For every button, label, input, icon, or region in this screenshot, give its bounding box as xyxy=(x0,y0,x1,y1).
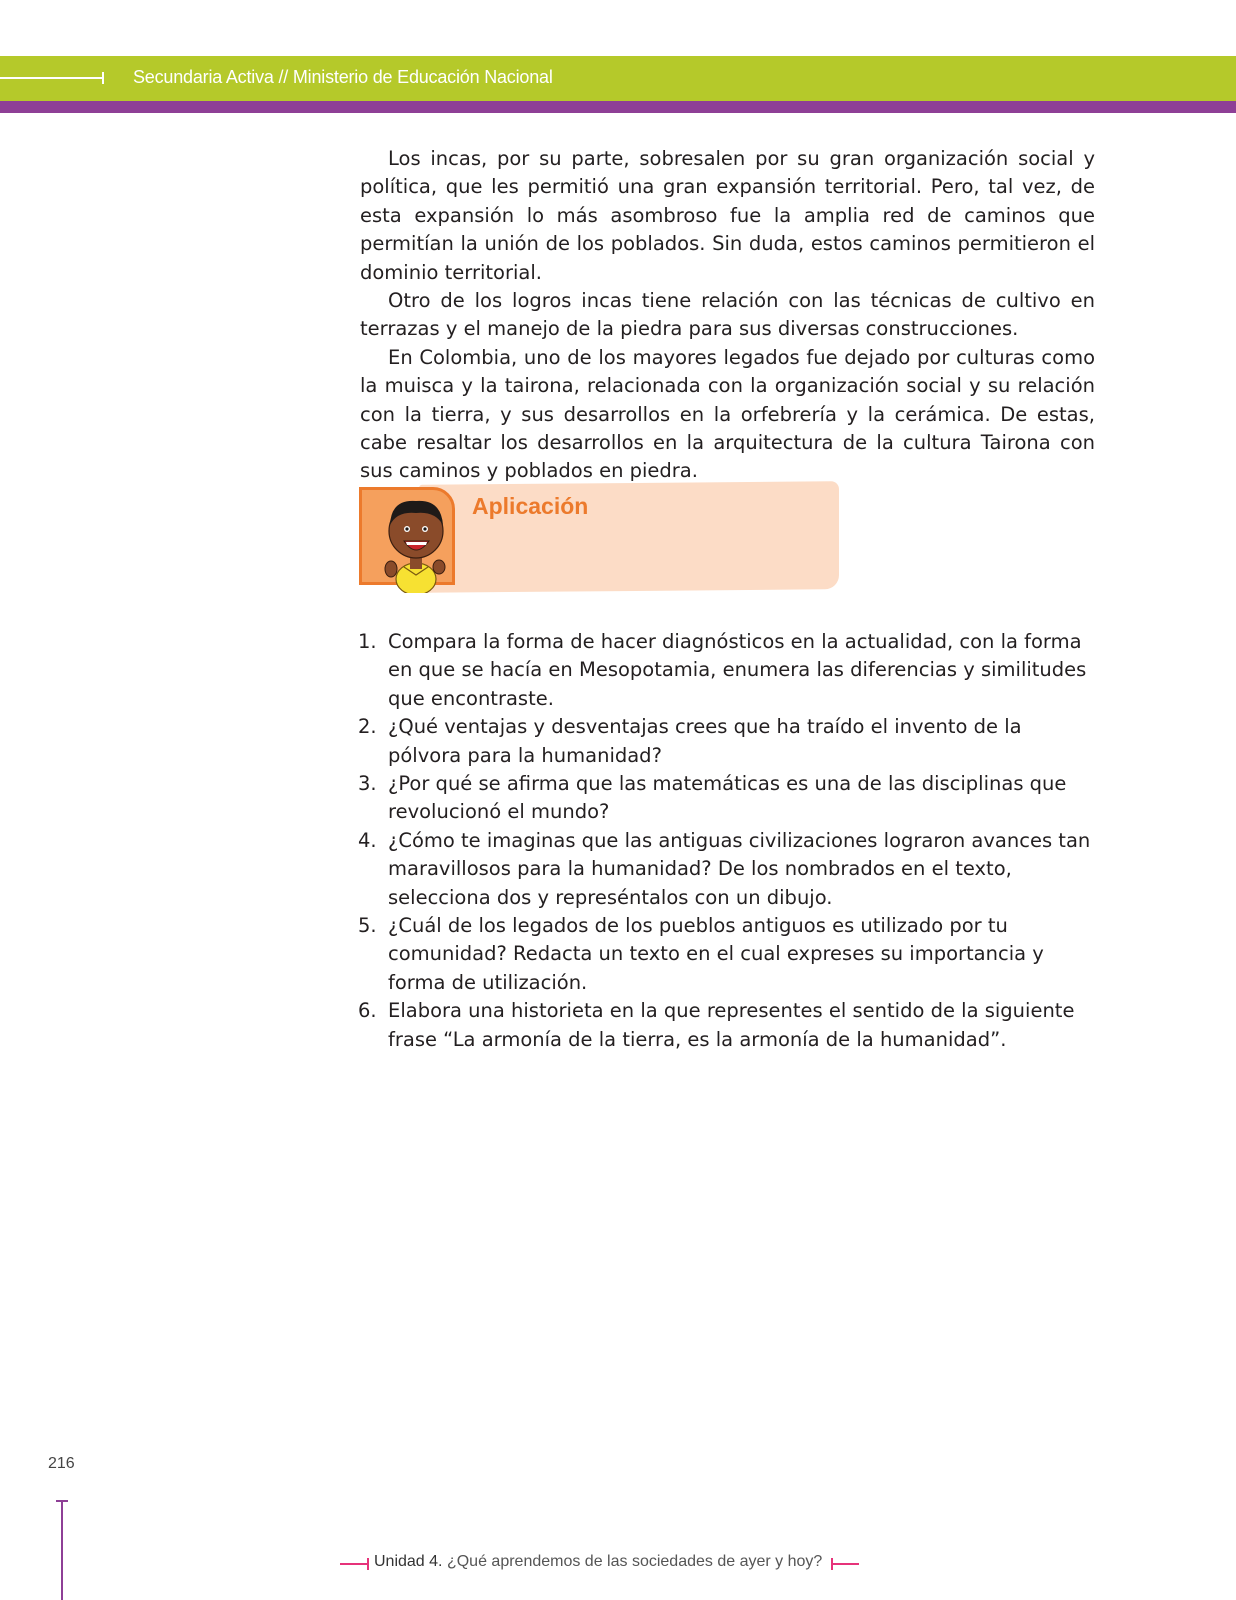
student-illustration-icon xyxy=(373,481,459,593)
footer-unit: Unidad 4. xyxy=(374,1553,443,1570)
header-rule-cap xyxy=(102,72,104,84)
item-number: 6. xyxy=(358,999,377,1023)
item-number: 4. xyxy=(358,828,377,852)
list-item xyxy=(358,827,1098,912)
header-stripe xyxy=(0,101,1236,113)
footer-text xyxy=(374,1553,822,1571)
margin-rule xyxy=(61,1502,63,1600)
application-title: Aplicación xyxy=(472,493,589,519)
footer-rule-left xyxy=(340,1563,368,1565)
item-number: 3. xyxy=(358,772,377,796)
header-title: Secundaria Activa // Ministerio de Educación Nacional xyxy=(133,67,553,87)
item-text: ¿Cómo te imaginas que las antiguas civilizaciones lograron avances tan maravillosos para la humanidad? De los nombrados en el texto, selecciona dos y represéntalos con un dibujo. xyxy=(388,828,1091,909)
footer-rule-left-cap xyxy=(367,1558,369,1570)
footer xyxy=(340,1553,860,1575)
paragraph: Los incas, por su parte, sobresalen por su gran organización social y política, que les permitió una gran expansión territorial. Pero, tal vez, de esta expansión lo más asombroso fue la amplia red de caminos que permitían la unión de los poblados. Sin duda, estos caminos permitieron el dominio territorial. xyxy=(360,147,1095,284)
paragraph: Otro de los logros incas tiene relación con las técnicas de cultivo en terrazas y el manejo de la piedra para sus diversas construcciones. xyxy=(360,289,1095,341)
list-item xyxy=(358,997,1098,1054)
footer-rule-right xyxy=(831,1563,859,1565)
item-text: ¿Qué ventajas y desventajas crees que ha traído el invento de la pólvora para la humanidad? xyxy=(388,715,1022,767)
item-text: ¿Por qué se afirma que las matemáticas es una de las disciplinas que revolucionó el mundo? xyxy=(388,772,1067,824)
list-item xyxy=(358,912,1098,997)
item-number: 1. xyxy=(358,630,377,653)
list-item xyxy=(358,713,1098,770)
header-rule xyxy=(0,77,104,79)
body-text xyxy=(360,145,1095,486)
application-box xyxy=(359,481,839,593)
item-text: Elabora una historieta en la que representes el sentido de la siguiente frase “La armonía de la tierra, es la armonía de la humanidad”. xyxy=(388,999,1075,1051)
page-number: 216 xyxy=(48,1455,75,1472)
list-item xyxy=(358,628,1098,713)
item-text: Compara la forma de hacer diagnósticos en la actualidad, con la forma en que se hacía en Mesopotamia, enumera las diferencias y similitudes que encontraste. xyxy=(388,630,1087,710)
item-text: ¿Cuál de los legados de los pueblos antiguos es utilizado por tu comunidad? Redacta un texto en el cual expreses su importancia y forma de utilización. xyxy=(388,914,1044,994)
list-item xyxy=(358,770,1098,827)
paragraph: En Colombia, uno de los mayores legados fue dejado por culturas como la muisca y la tairona, relacionada con la organización social y su relación con la tierra, y sus desarrollos en la orfebrería y la cerámica. De estas, cabe resaltar los desarrollos en la arquitectura de la cultura Tairona con sus caminos y poblados en piedra. xyxy=(360,345,1095,483)
question-list xyxy=(358,628,1098,1054)
item-number: 5. xyxy=(358,914,377,938)
footer-title: ¿Qué aprendemos de las sociedades de ayer y hoy? xyxy=(446,1553,823,1570)
item-number: 2. xyxy=(358,715,377,739)
